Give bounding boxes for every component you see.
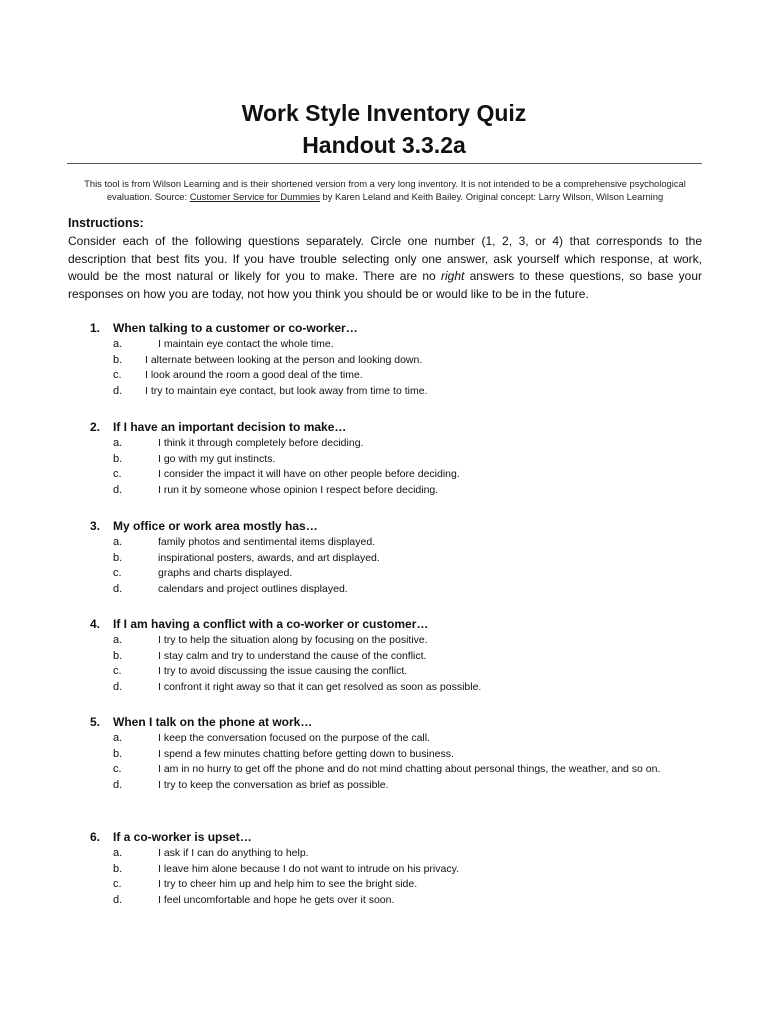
question-text: If I have an important decision to make… xyxy=(113,420,347,434)
option-text: I spend a few minutes chatting before getting down to business. xyxy=(158,747,454,760)
answer-option[interactable] xyxy=(90,862,710,878)
title-divider xyxy=(67,163,702,164)
option-letter: d. xyxy=(113,680,123,693)
option-text: calendars and project outlines displayed. xyxy=(158,582,348,595)
option-text: I try to maintain eye contact, but look away from time to time. xyxy=(145,384,428,397)
option-text: I run it by someone whose opinion I respect before deciding. xyxy=(158,483,439,496)
option-text: I leave him alone because I do not want to intrude on his privacy. xyxy=(158,862,459,875)
option-text: I ask if I can do anything to help. xyxy=(158,847,309,859)
question-text: When I talk on the phone at work… xyxy=(113,715,313,729)
option-text: I try to help the situation along by focusing on the positive. xyxy=(158,634,428,646)
option-letter: b. xyxy=(113,551,123,564)
answer-option[interactable] xyxy=(90,467,710,483)
option-text: inspirational posters, awards, and art displayed. xyxy=(158,551,380,564)
option-text: I consider the impact it will have on other people before deciding. xyxy=(158,468,460,481)
page-subtitle: Handout 3.3.2a xyxy=(302,132,466,158)
question-text: If I am having a conflict with a co-worker or customer… xyxy=(113,617,429,631)
option-letter: d. xyxy=(113,384,123,397)
answer-option[interactable] xyxy=(90,649,710,665)
option-letter: c. xyxy=(113,468,122,481)
source-note xyxy=(72,178,698,203)
answer-option[interactable] xyxy=(90,384,710,400)
option-text: I go with my gut instincts. xyxy=(158,452,276,465)
source-book-title: Customer Service for Dummies xyxy=(189,190,320,202)
option-letter: b. xyxy=(113,862,123,875)
question-2 xyxy=(90,418,710,498)
option-text: I maintain eye contact the whole time. xyxy=(158,338,334,350)
source-text-end: by Karen Leland and Keith Bailey. Original concept: Larry Wilson, Wilson Learning xyxy=(319,190,664,202)
option-letter: c. xyxy=(113,878,122,891)
instructions-part1: Consider each of the following questions separately. Circle one number (1, 2, 3, or 4) that corresponds to the description that best fits you. If you have trouble selecting only one answer, ask yourself which response, at work, would be the most natural or likely for you to make. There are no xyxy=(68,234,702,283)
answer-option[interactable] xyxy=(90,762,710,778)
question-5 xyxy=(90,713,710,793)
question-6 xyxy=(90,828,710,908)
answer-option[interactable] xyxy=(90,337,710,353)
question-text: When talking to a customer or co-worker… xyxy=(113,321,358,335)
question-text: If a co-worker is upset… xyxy=(113,830,252,844)
answer-option[interactable] xyxy=(90,535,710,551)
option-text: I try to avoid discussing the issue causing the conflict. xyxy=(158,665,408,678)
option-text: family photos and sentimental items displayed. xyxy=(158,536,376,548)
option-letter: c. xyxy=(113,665,122,678)
option-text: I try to cheer him up and help him to see the bright side. xyxy=(158,878,418,891)
answer-option[interactable] xyxy=(90,551,710,567)
instructions-text xyxy=(68,233,702,303)
option-letter: c. xyxy=(113,369,122,382)
answer-option[interactable] xyxy=(90,747,710,763)
answer-option[interactable] xyxy=(90,680,710,696)
option-text: I feel uncomfortable and hope he gets over it soon. xyxy=(158,893,395,906)
option-letter: d. xyxy=(113,893,123,906)
answer-option[interactable] xyxy=(90,633,710,649)
option-text: I keep the conversation focused on the purpose of the call. xyxy=(158,732,431,744)
question-number: 2. xyxy=(90,420,101,434)
question-number: 1. xyxy=(90,321,101,335)
instructions-part2: answers to these questions, so base your responses on how you are today, not how you think you should be or would like to be in the future. xyxy=(68,269,702,301)
option-letter: b. xyxy=(113,452,123,465)
answer-option[interactable] xyxy=(90,778,710,794)
question-3 xyxy=(90,517,710,597)
instructions-heading: Instructions: xyxy=(68,216,144,230)
question-number: 3. xyxy=(90,519,101,533)
question-1 xyxy=(90,319,710,399)
answer-option[interactable] xyxy=(90,566,710,582)
source-text: This tool is from Wilson Learning and is their shortened version from a very long inventory. It is not intended to be a comprehensive psychological evaluation. Source: xyxy=(84,178,686,202)
option-letter: d. xyxy=(113,582,123,595)
answer-option[interactable] xyxy=(90,731,710,747)
answer-option[interactable] xyxy=(90,353,710,369)
option-letter: c. xyxy=(113,567,122,580)
option-text: I try to keep the conversation as brief as possible. xyxy=(158,778,389,791)
answer-option[interactable] xyxy=(90,877,710,893)
option-text: graphs and charts displayed. xyxy=(158,567,293,580)
option-text: I confront it right away so that it can get resolved as soon as possible. xyxy=(158,680,482,693)
answer-option[interactable] xyxy=(90,846,710,862)
instructions-italic: right xyxy=(441,269,465,283)
answer-option[interactable] xyxy=(90,664,710,680)
option-text: I think it through completely before deciding. xyxy=(158,437,364,449)
question-4 xyxy=(90,615,710,695)
question-text: My office or work area mostly has… xyxy=(113,519,318,533)
answer-option[interactable] xyxy=(90,582,710,598)
option-letter: d. xyxy=(113,778,123,791)
option-text: I look around the room a good deal of the time. xyxy=(145,369,363,382)
option-letter: b. xyxy=(113,353,123,366)
page-title: Work Style Inventory Quiz xyxy=(241,100,527,126)
answer-option[interactable] xyxy=(90,893,710,909)
question-number: 4. xyxy=(90,617,101,631)
option-letter: a. xyxy=(113,732,123,744)
option-letter: a. xyxy=(113,338,123,350)
option-text: I stay calm and try to understand the cause of the conflict. xyxy=(158,649,427,662)
answer-option[interactable] xyxy=(90,436,710,452)
answer-option[interactable] xyxy=(90,452,710,468)
question-number: 6. xyxy=(90,830,101,844)
answer-option[interactable] xyxy=(90,483,710,499)
option-text: I alternate between looking at the person and looking down. xyxy=(145,353,423,366)
option-letter: d. xyxy=(113,483,123,496)
option-letter: b. xyxy=(113,649,123,662)
option-text: I am in no hurry to get off the phone and do not mind chatting about personal things, the weather, and so on. xyxy=(158,763,661,776)
answer-option[interactable] xyxy=(90,368,710,384)
option-letter: a. xyxy=(113,634,123,646)
option-letter: a. xyxy=(113,536,123,548)
option-letter: c. xyxy=(113,763,122,776)
option-letter: a. xyxy=(113,437,123,449)
option-letter: a. xyxy=(113,847,123,859)
question-number: 5. xyxy=(90,715,101,729)
option-letter: b. xyxy=(113,747,123,760)
